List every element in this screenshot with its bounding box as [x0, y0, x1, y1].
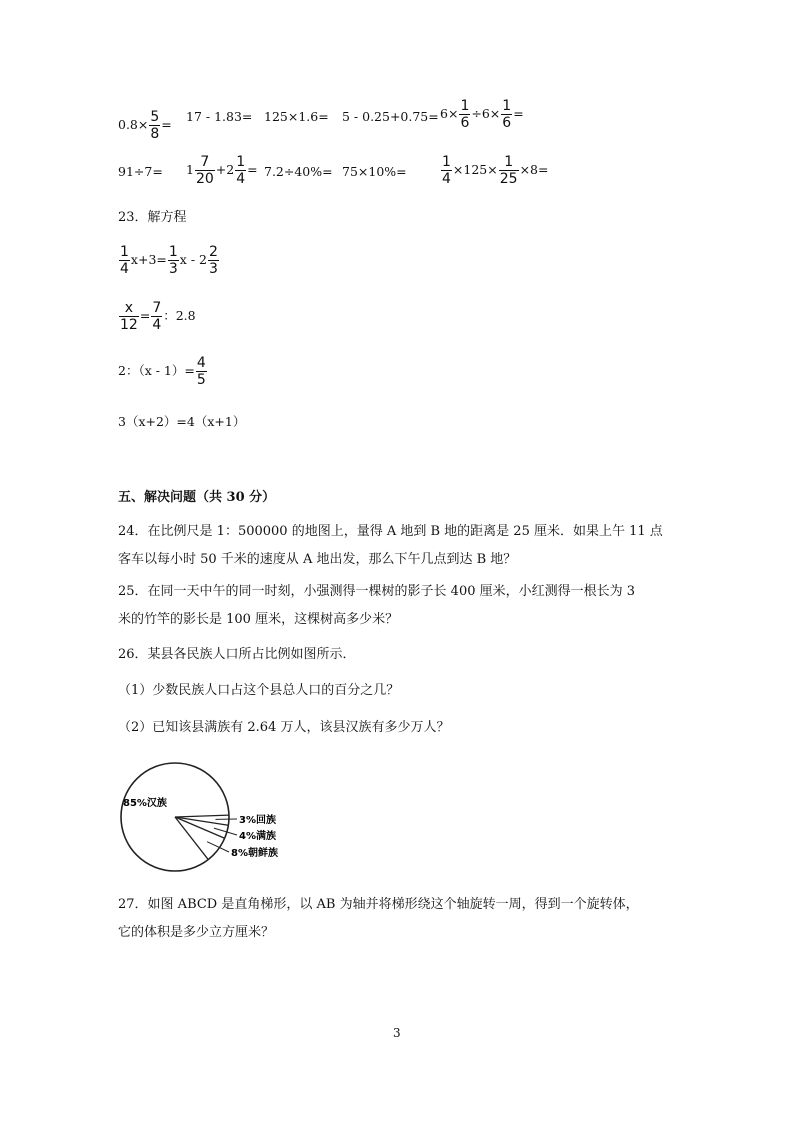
denominator: 20: [195, 171, 214, 187]
equation-2: [118, 300, 196, 333]
ethnic-population-pie-chart: [115, 755, 315, 880]
fraction: [168, 244, 179, 277]
equation-text: =: [139, 308, 151, 323]
fraction: [441, 154, 452, 187]
calc-2-2: [186, 154, 258, 187]
numerator: 1: [502, 98, 512, 114]
fraction: [119, 300, 139, 333]
label-korean: 8%朝鲜族: [231, 848, 278, 859]
question-24-line-1: 24．在比例尺是 1：500000 的地图上，量得 A 地到 B 地的距离是 25 厘米．如果上午 11 点: [118, 524, 663, 539]
question-27-line-2: 它的体积是多少立方厘米？: [118, 925, 275, 940]
numerator: 5: [150, 109, 160, 125]
calc-1-3: 125×1.6=: [264, 109, 329, 124]
calc-text: 6×: [440, 106, 459, 121]
equation-text: x - 2: [179, 252, 207, 267]
numerator: 1: [120, 244, 129, 260]
section-5-heading: 五、解决问题（共 30 分）: [118, 490, 276, 505]
pie-slice-boundary: [175, 815, 229, 817]
calc-text: ÷6×: [471, 106, 501, 121]
calc-2-5: [440, 154, 548, 187]
calc-text: +2: [215, 162, 235, 177]
calc-text: ×125×: [452, 162, 498, 177]
fraction: [151, 300, 162, 333]
fraction: [149, 109, 160, 142]
section-23-title: 23．解方程: [118, 210, 187, 225]
denominator: 4: [120, 261, 129, 277]
fraction: [195, 154, 215, 187]
denominator: 3: [208, 261, 218, 277]
numerator: 1: [168, 244, 178, 260]
equation-4: 3（x+2）=4（x+1）: [118, 414, 246, 429]
equation-text: 2：（x - 1）=: [118, 363, 195, 378]
equation-1: [118, 244, 220, 277]
pie-slice-boundary: [175, 817, 208, 860]
pie-slices: [175, 815, 237, 859]
label-manchu: 4%满族: [239, 831, 276, 842]
denominator: 25: [499, 171, 518, 187]
calc-text: =: [161, 117, 172, 132]
question-26-stem: 26．某县各民族人口所占比例如图所示．: [118, 647, 356, 662]
numerator: x: [119, 300, 139, 317]
denominator: 12: [120, 317, 138, 333]
denominator: 4: [236, 171, 246, 187]
numerator: 1: [442, 154, 451, 170]
calc-1-4: 5 - 0.25+0.75=: [342, 109, 439, 124]
question-26-part-1: （1）少数民族人口占这个县总人口的百分之几？: [118, 683, 400, 698]
label-han: 85%汉族: [123, 798, 167, 809]
equation-text: ：2.8: [163, 308, 196, 323]
equation-text: x+3=: [130, 252, 167, 267]
denominator: 6: [502, 115, 512, 131]
calc-1-2: 17 - 1.83=: [186, 109, 253, 124]
question-27: [118, 893, 639, 945]
equation-3: [118, 355, 208, 388]
calc-2-3: 7.2÷40%=: [264, 164, 333, 179]
question-24: [118, 520, 663, 572]
numerator: 1: [236, 154, 246, 170]
question-25-line-1: 25．在同一天中午的同一时刻，小强测得一棵树的影子长 400 厘米，小红测得一根长为 3: [118, 584, 636, 599]
calc-text: 1: [186, 162, 194, 177]
fraction: [459, 98, 470, 131]
fraction: [196, 355, 207, 388]
calc-2-1: 91÷7=: [118, 164, 163, 179]
numerator: 1: [499, 154, 519, 171]
fraction: [235, 154, 246, 187]
question-25-line-2: 米的竹竿的影长是 100 厘米，这棵树高多少米？: [118, 612, 399, 627]
fraction: [119, 244, 130, 277]
question-24-line-2: 客车以每小时 50 千米的速度从 A 地出发，那么下午几点到达 B 地？: [118, 552, 517, 567]
calc-text: =: [513, 106, 524, 121]
numerator: 7: [195, 154, 215, 171]
question-27-line-1: 27．如图 ABCD 是直角梯形，以 AB 为轴并将梯形绕这个轴旋转一周，得到一个旋转体，: [118, 897, 639, 912]
label-hui: 3%回族: [239, 815, 276, 826]
calc-2-4: 75×10%=: [342, 164, 407, 179]
numerator: 2: [208, 244, 218, 260]
calc-text: ×8=: [519, 162, 549, 177]
denominator: 5: [196, 372, 206, 388]
fraction: [208, 244, 219, 277]
calc-1-1: [118, 109, 172, 142]
question-25: [118, 580, 635, 632]
numerator: 7: [152, 300, 162, 316]
calc-1-5: [440, 98, 524, 131]
calc-text: =: [247, 162, 258, 177]
question-26-part-2: （2）已知该县满族有 2.64 万人，该县汉族有多少万人？: [118, 720, 450, 735]
fraction: [499, 154, 519, 187]
denominator: 4: [442, 171, 451, 187]
fraction: [501, 98, 512, 131]
denominator: 8: [150, 126, 160, 142]
page-number: 3: [393, 1026, 401, 1040]
denominator: 3: [168, 261, 178, 277]
denominator: 6: [460, 115, 470, 131]
numerator: 1: [460, 98, 470, 114]
calc-text: 0.8×: [118, 117, 149, 132]
numerator: 4: [196, 355, 206, 371]
denominator: 4: [152, 317, 162, 333]
